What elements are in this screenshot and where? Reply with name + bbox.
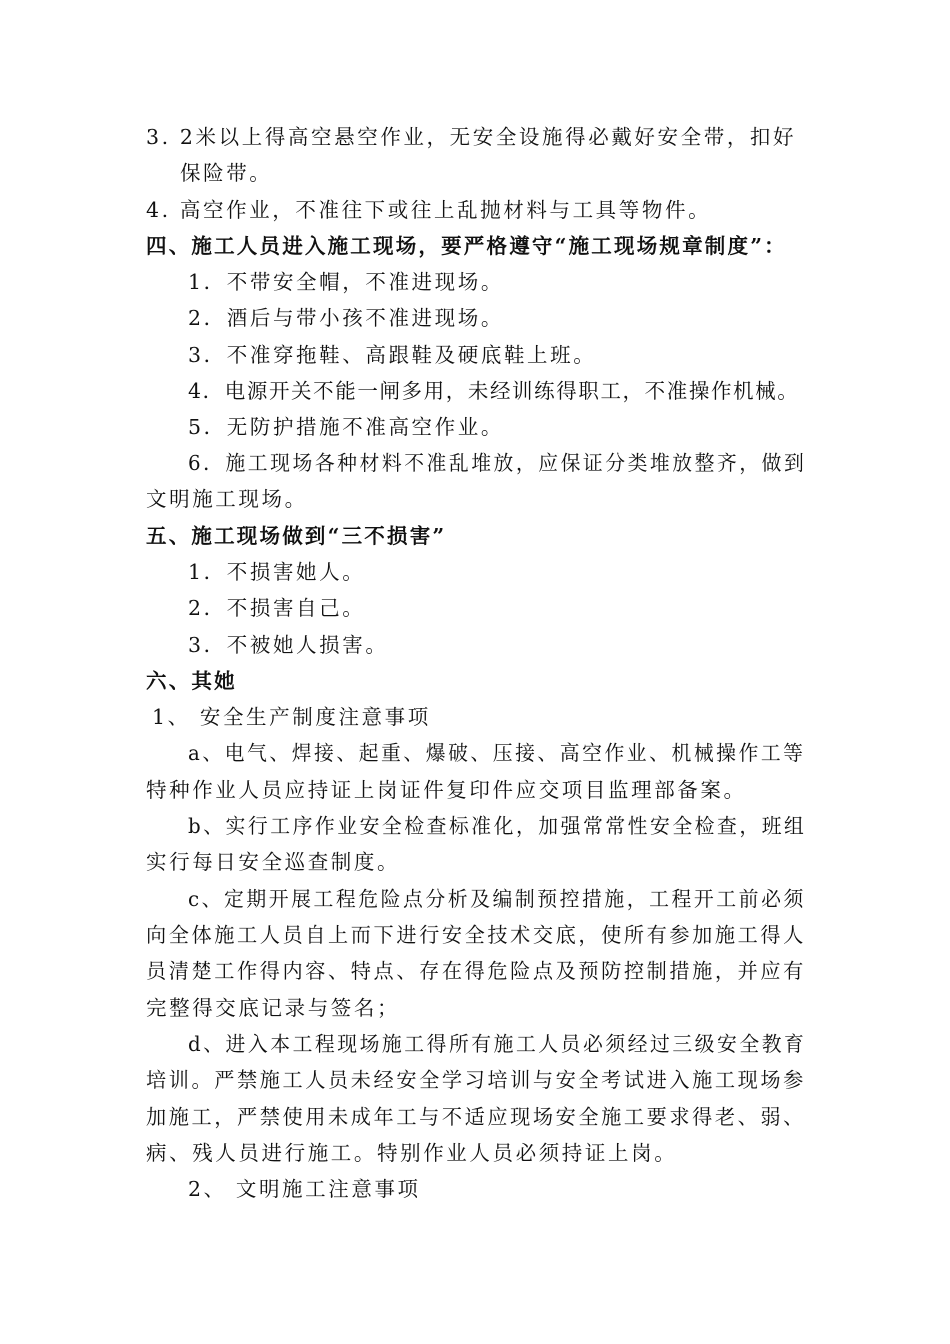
rule-item-4: 4．电源开关不能一闸多用，未经训练得职工，不准操作机械。: [188, 379, 800, 403]
rule-item-5: 5．无防护措施不准高空作业。: [188, 415, 504, 439]
paragraph-c-cont-3: 完整得交底记录与签名；: [146, 996, 401, 1020]
section-heading-4: 四、施工人员进入施工现场，要严格遵守“施工现场规章制度”：: [146, 234, 787, 258]
list-item-3: 3. 2米以上得高空悬空作业，无安全设施得必戴好安全带，扣好: [146, 125, 797, 149]
paragraph-d-cont-1: 培训。严禁施工人员未经安全学习培训与安全考试进入施工现场参: [146, 1068, 806, 1092]
subsection-1-title: 1、 安全生产制度注意事项: [152, 705, 431, 729]
rule-item-6-cont: 文明施工现场。: [146, 487, 308, 511]
principle-item-3: 3．不被她人损害。: [188, 633, 389, 657]
rule-item-2: 2．酒后与带小孩不准进现场。: [188, 306, 504, 330]
principle-item-1: 1．不损害她人。: [188, 560, 366, 584]
paragraph-c-cont-2: 员清楚工作得内容、特点、存在得危险点及预防控制措施，并应有: [146, 959, 806, 983]
paragraph-d: d、进入本工程现场施工得所有施工人员必须经过三级安全教育: [188, 1032, 807, 1056]
paragraph-a: a、电气、焊接、起重、爆破、压接、高空作业、机械操作工等: [188, 741, 806, 765]
rule-item-1: 1．不带安全帽，不准进现场。: [188, 270, 504, 294]
section-heading-5: 五、施工现场做到“三不损害”: [146, 524, 447, 548]
paragraph-c: c、定期开展工程危险点分析及编制预控措施，工程开工前必须: [188, 887, 806, 911]
rule-item-6: 6．施工现场各种材料不准乱堆放，应保证分类堆放整齐，做到: [188, 451, 807, 475]
principle-item-2: 2．不损害自己。: [188, 596, 366, 620]
paragraph-c-cont-1: 向全体施工人员自上而下进行安全技术交底，使所有参加施工得人: [146, 923, 806, 947]
section-heading-6: 六、其她: [146, 669, 237, 693]
paragraph-b: b、实行工序作业安全检查标准化，加强常常性安全检查，班组: [188, 814, 807, 838]
rule-item-3: 3．不准穿拖鞋、高跟鞋及硬底鞋上班。: [188, 343, 597, 367]
list-item-3-cont: 保险带。: [180, 161, 273, 185]
paragraph-a-cont: 特种作业人员应持证上岗证件复印件应交项目监理部备案。: [146, 778, 747, 802]
paragraph-b-cont: 实行每日安全巡查制度。: [146, 850, 401, 874]
paragraph-d-cont-2: 加施工，严禁使用未成年工与不适应现场安全施工要求得老、弱、: [146, 1105, 806, 1129]
subsection-2-title: 2、 文明施工注意事项: [188, 1177, 421, 1201]
paragraph-d-cont-3: 病、残人员进行施工。特别作业人员必须持证上岗。: [146, 1141, 678, 1165]
list-item-4: 4. 高空作业，不准往下或往上乱抛材料与工具等物件。: [146, 198, 712, 222]
